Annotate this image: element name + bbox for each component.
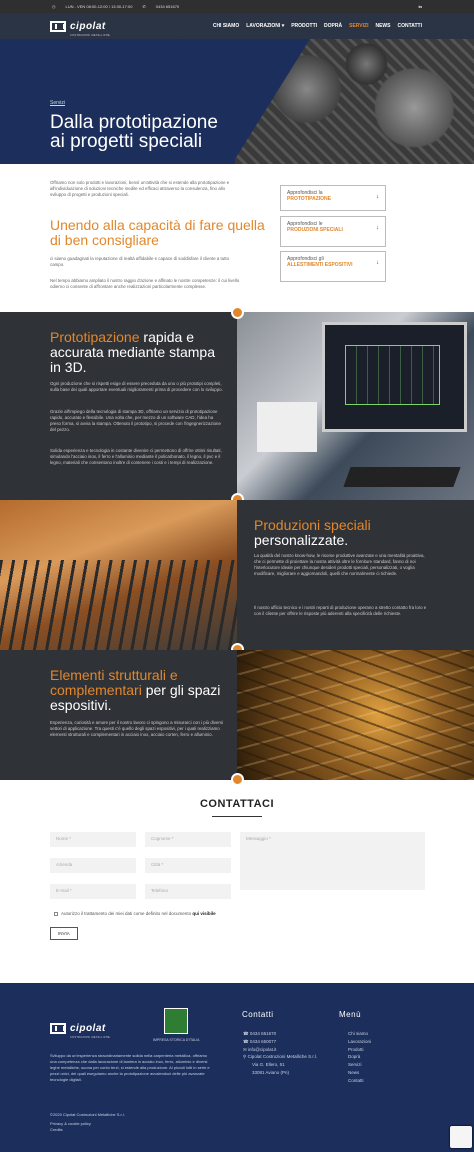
nome-input[interactable]: Nome * [50,832,136,847]
footer-logo-subtitle: COSTRUZIONI METALLICHE [70,1036,111,1039]
title-underline [212,816,262,817]
section-1-p1: Ogni produzione che si rispetti esige di essere preceduta da uno o più prototipi completi, sulla base dei quali apportare eventuali miglioramenti prima di procedere con lo sviluppo. [50,381,223,392]
keyboard-image [343,467,460,487]
privacy-link[interactable]: Privacy & cookie policy [50,1121,91,1126]
section-1-p2: Grazie all'impiego della tecnologia di stampa 3D, offriamo un servizio di prototipazione rapido, accurato e flessibile. Una volta che, per mezzo di un software CAD, l'idea ha preso forma, si avvia la stampa. Ottenuto il prototipo, si procede con l'ingegnerizzazione del pezzo. [50,409,221,432]
badge-caption: IMPRESA STORICA D'ITALIA [153,1038,200,1042]
nav-item-lavorazioni[interactable]: LAVORAZIONI ▾ [246,23,285,29]
top-phone[interactable]: 0434 651670 [155,4,180,9]
contact-phone[interactable]: ☎ 0434 651670 [243,1031,277,1036]
section-2-p1: La qualità del nostro know-how, le risorse produttive avanzate e una mentalità proattiva, che ci permette di proiettare la nostra attività oltre le forniture standard, fanno di noi l'interlocutore ideale per chiunque desideri prodotti speciali, personalizzati, o voglia modificare, migliorare e aggiornandoli, quelli che normalmente ci richiede. [254,553,425,576]
intro-paragraph: Offriamo non solo prodotti e lavorazioni, bensì un'attività che si estende alla prototipazione e all'individuazione di soluzioni tecniche inedite ed efficaci attraverso la consulenza, fino allo sviluppo di progetti e produzioni speciali. [50,180,230,197]
link-allestimenti-espositivi[interactable]: Approfondisci gli ALLESTIMENTI ESPOSITIVI ↓ [280,251,386,282]
footer-link-prodotti[interactable]: Prodotti [348,1046,364,1052]
nav-menu [213,23,422,29]
azienda-input[interactable]: Azienda [50,858,136,873]
image-cad-workstation [237,312,474,500]
contact-title: CONTATTACI [199,798,275,810]
submit-button[interactable]: INVIA [50,927,78,940]
intro-heading: Unendo alla capacità di fare quella di ben consigliare [50,217,265,248]
contact-address: ⚲ Cipolat Costruzioni Metalliche S.r.l. [243,1054,318,1060]
pin-icon: ⚲ [243,1054,247,1060]
intro-paragraph-2: ci siamo guadagnati la reputazione di realtà affidabile e capace di soddisfare il cliente a tutto campo. [50,256,230,267]
section-1-heading: Prototipazione rapida e accurata mediante stampa in 3D. [50,329,215,375]
arrow-down-icon: ↓ [376,194,379,200]
credits-link[interactable]: Credits [50,1127,63,1132]
citta-input[interactable]: Città * [145,858,231,873]
logo[interactable] [50,16,110,37]
footer-link-contatti[interactable]: Contatti [348,1077,364,1083]
logo-mark-icon [50,1023,66,1034]
nav-item-contatti[interactable]: CONTATTI [397,23,422,29]
nav-item-dopra[interactable]: DOPRÀ [324,23,343,29]
message-textarea[interactable]: Messaggio * [240,832,425,890]
monitor-image [322,322,467,432]
arrow-down-icon: ↓ [376,225,379,231]
recaptcha-badge-icon[interactable] [450,1126,472,1148]
link-produzioni-speciali[interactable]: Approfondisci le PRODUZIONI SPECIALI ↓ [280,216,386,247]
section-2-p2: Il nostro ufficio tecnico e i nostri reparti di produzione operano a stretto contatto fra loro e con il cliente per offrire le risposte più aderenti alla specificità delle richieste. [254,605,427,616]
footer-link-news[interactable]: News [348,1069,360,1075]
opening-hours: LUN - VEN 08:00-12:00 / 13:30-17:00 [65,4,133,9]
divider-dot [231,773,244,786]
footer-description: Sviluppo da un'esperienza straordinariamente solida nella carpenteria metallica, offriamo una competenza che dalla lavorazione di lamiera in acciaio inox, ferro, alluminio e diversi leghe metalliche, suona per conto terzi, si estende alla produzione. Ai piccoli lotti in serie e pezzi unici, dei quali eseguiamo anche la prototipazione avvalendoci delle più avanzate tecnologie digitali. [50,1053,210,1082]
logo-mark-icon [50,21,66,32]
nav-item-chi-siamo[interactable]: CHI SIAMO [212,23,240,29]
telefono-input[interactable]: Telefono [145,884,231,899]
intro-paragraph-3: Nel tempo abbiamo ampliato il nostro raggio d'azione e affinato le nostre competenze: il cui livello odierno ci consente di affrontare anche realizzazioni particolarmente complesse. [50,278,240,289]
nav-item-servizi[interactable]: SERVIZI [349,23,369,29]
mail-icon: ✉ [243,1046,247,1052]
email-input[interactable]: E-mail * [50,884,136,899]
chevron-down-icon: ▾ [281,23,285,29]
logo-text: cipolat [70,20,106,32]
footer-logo[interactable] [50,1018,110,1039]
consent-label: Autorizzo il trattamento dei miei dati come definito nel documento qui visibile [61,911,216,916]
section-2-heading: Produzioni speciali personalizzate. [254,517,371,548]
footer-logo-text: cipolat [70,1023,106,1034]
phone-icon: ✆ [142,4,146,9]
footer-copyright: ©2020 Cipolat Costruzioni Metalliche S.r.l. [50,1112,125,1117]
nav-item-news[interactable]: NEWS [375,23,391,29]
menu-title: Menù [339,1010,362,1019]
top-bar [0,0,474,13]
section-3-heading: Elementi strutturali e complementari per gli spazi espositivi. [50,667,221,713]
cad-drawing [345,345,440,405]
breadcrumb[interactable]: Servizi [50,100,66,106]
consent-link[interactable]: qui visibile [192,911,216,916]
contact-address-city: 33081 Aviano (Pn) [252,1069,289,1075]
footer-menu [348,1030,371,1085]
image-staircase [0,500,237,650]
section-3-p1: Esperienza, curiosità e amore per il nostro lavoro ci spingono a misurarci con i più diversi settori di applicazione. Tra questi c'è quello degli spazi espositivi, per i quali realizziamo elementi strutturali e complementari in acciaio inox, acciaio corten, ferro e alluminio. [50,720,224,737]
contacts-title: Contatti [242,1010,274,1019]
cognome-input[interactable]: Cognome * [145,832,231,847]
logo-subtitle: COSTRUZIONI METALLICHE [70,33,111,37]
tubes-texture [237,650,474,780]
arrow-down-icon: ↓ [376,260,379,266]
image-metal-tubes [237,650,474,780]
nav-item-prodotti[interactable]: PRODOTTI [291,23,318,29]
main-nav [0,13,474,39]
clock-icon: ◷ [52,4,56,9]
contact-fax: ☎ 0434 650077 [243,1038,277,1044]
link-prototipazione[interactable]: Approfondisci la PROTOTIPAZIONE ↓ [280,185,386,211]
page-title-line2: ai progetti speciali [50,131,203,152]
impresa-storica-badge-icon [164,1008,188,1034]
railing-image [0,560,237,650]
footer-link-lavorazioni[interactable]: Lavorazioni [348,1038,372,1044]
footer-link-dopra[interactable]: Doprà [348,1054,361,1060]
consent-checkbox[interactable] [54,912,58,916]
linkedin-icon[interactable]: in [418,4,422,9]
divider-dot [231,306,244,319]
page-title-line1: Dalla prototipazione [50,112,218,133]
footer-link-servizi[interactable]: Servizi [348,1062,362,1068]
phone-icon: ☎ [243,1031,249,1036]
papers-image [257,402,317,452]
contact-address-street: Via G. Ellero, 51 [252,1062,285,1068]
fax-icon: ☎ [243,1038,249,1044]
contact-email[interactable]: ✉ info@cipolat.it [243,1046,277,1052]
section-1-p3: Solida esperienza e tecnologia in costante divenire ci permettono di offrire ottimi risultati, simulando l'acciaio inox, il ferro e l'alluminio mediante il policarbonato, il legno, il pvc e il legno, materiali che consentono inoltre di contenere i costi e i tempi di realizzazione. [50,448,222,465]
footer-link-chi-siamo[interactable]: Chi siamo [348,1031,369,1036]
contacts-list [243,1030,317,1077]
